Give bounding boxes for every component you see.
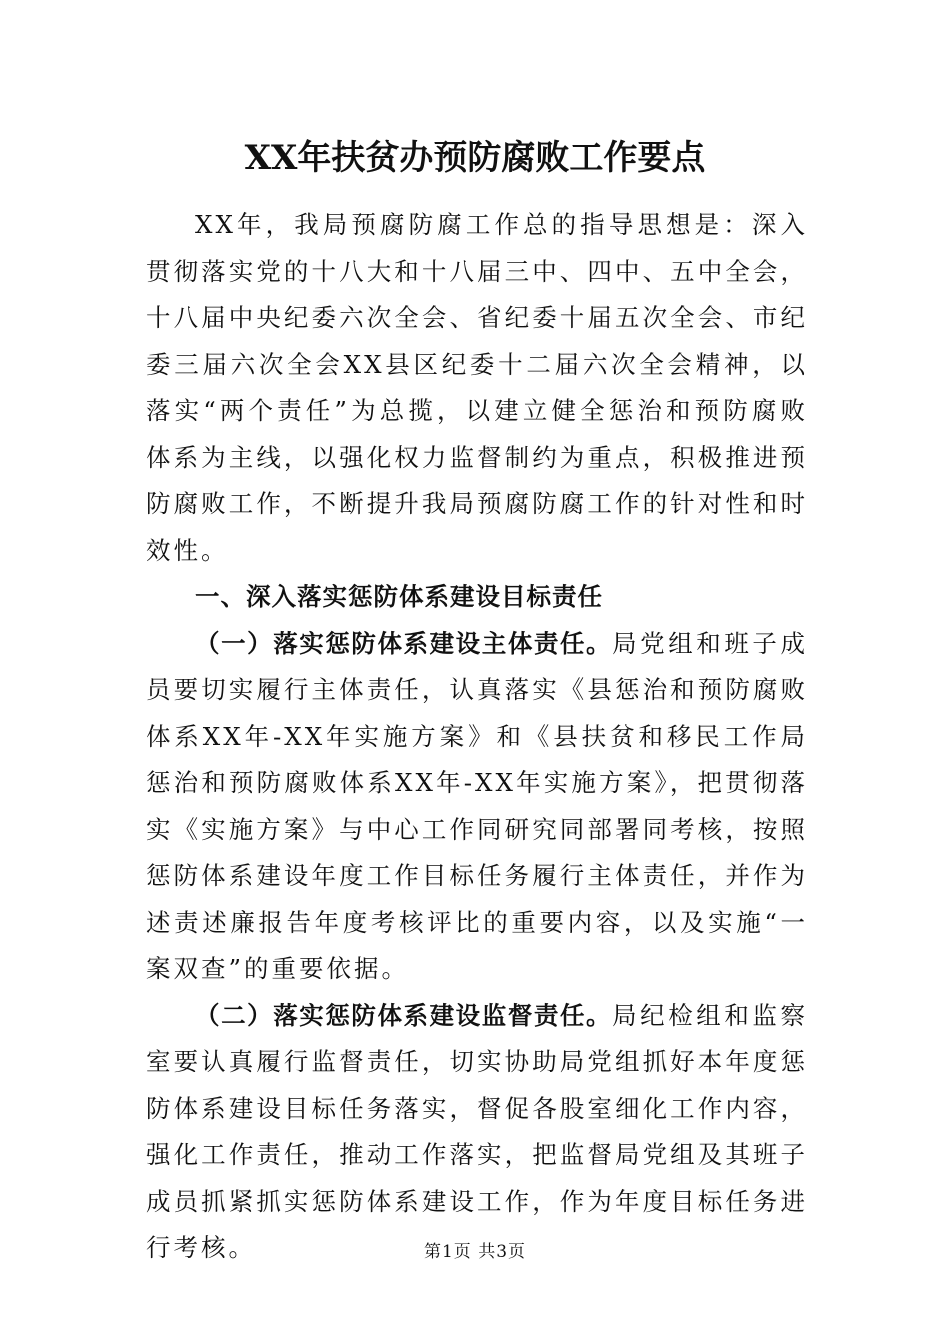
subsection-lead-2: （二）落实惩防体系建设监督责任。 xyxy=(195,1000,613,1030)
document-title: XX年扶贫办预防腐败工作要点 xyxy=(244,138,706,178)
subsection-paragraph-1 xyxy=(146,621,808,993)
document-body xyxy=(146,202,808,1272)
subsection-paragraph-2 xyxy=(146,993,808,1272)
intro-paragraph: XX年，我局预腐防腐工作总的指导思想是：深入贯彻落实党的十八大和十八届三中、四中、五中全会，十八届中央纪委六次全会、省纪委十届五次全会、市纪委三届六次全会XX县区纪委十二届六次全会精神，以落实“两个责任”为总揽，以建立健全惩治和预防腐败体系为主线，以强化权力监督制约为重点，积极推进预防腐败工作，不断提升我局预腐防腐工作的针对性和时效性。 xyxy=(146,210,808,565)
section-heading-1: 一、深入落实惩防体系建设目标责任 xyxy=(195,582,603,611)
subsection-lead-1: （一）落实惩防体系建设主体责任。 xyxy=(195,628,613,658)
page-number-footer: 第1页 共3页 xyxy=(423,1242,527,1262)
subsection-body-1: 局党组和班子成员要切实履行主体责任，认真落实《县惩治和预防腐败体系XX年-XX年实施方案》和《县扶贫和移民工作局惩治和预防腐败体系XX年-XX年实施方案》，把贯彻落实《实施方案》与中心工作同研究同部署同考核，按照惩防体系建设年度工作目标任务履行主体责任，并作为述责述廉报告年度考核评比的重要内容，以及实施“一案双查”的重要依据。 xyxy=(146,628,809,983)
subsection-body-2: 局纪检组和监察室要认真履行监督责任，切实协助局党组抓好本年度惩防体系建设目标任务落实，督促各股室细化工作内容，强化工作责任，推动工作落实，把监督局党组及其班子成员抓紧抓实惩防体系建设工作，作为年度目标任务进行考核。 xyxy=(146,1000,809,1262)
